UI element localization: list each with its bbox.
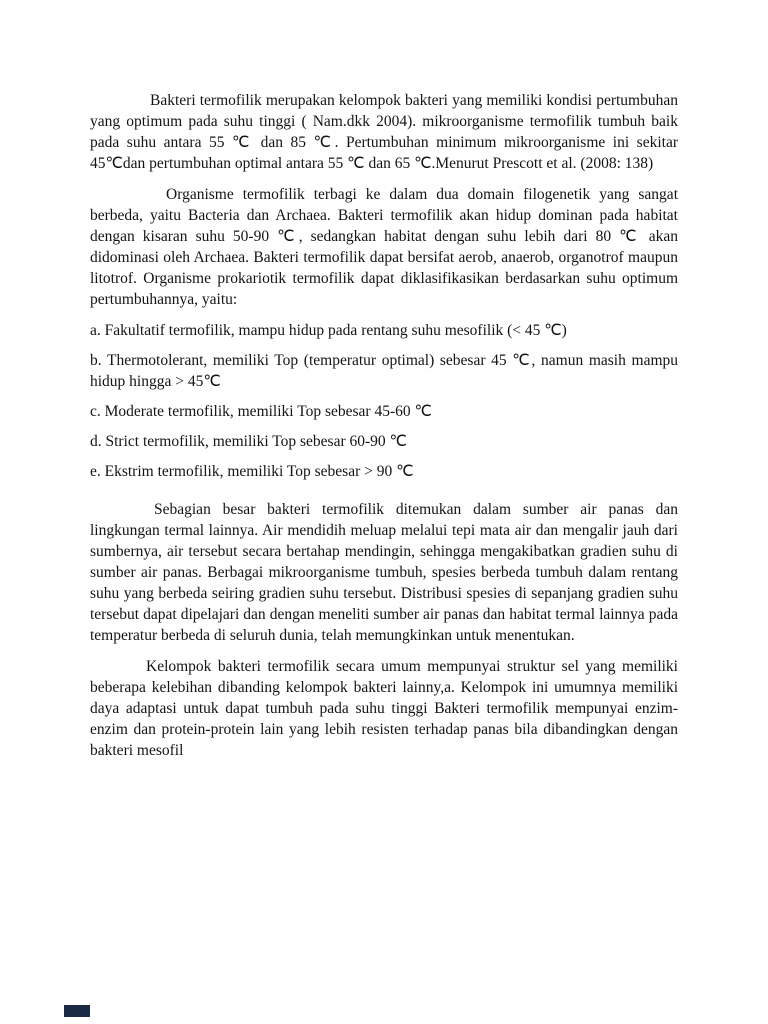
list-item-d: d. Strict termofilik, memiliki Top sebesar 60-90 ℃ xyxy=(90,433,407,450)
page-progress-marker xyxy=(64,1005,90,1017)
paragraph-cell-structure: Kelompok bakteri termofilik secara umum mempunyai struktur sel yang memiliki beberapa kelebihan dibanding kelompok bakteri lainny,a. Kelompok ini umumnya memiliki daya adaptasi untuk dapat tumbuh pada suhu tinggi Bakteri termofilik mempunyai enzim-enzim dan protein-protein lain yang lebih resisten terhadap panas bila dibandingkan dengan bakteri mesofil xyxy=(90,658,678,759)
spacer xyxy=(90,491,678,499)
paragraph-intro: Bakteri termofilik merupakan kelompok bakteri yang memiliki kondisi pertumbuhan yang optimum pada suhu tinggi ( Nam.dkk 2004). mikroorganisme termofilik tumbuh baik pada suhu antara 55 ℃ dan 85 ℃. Pertumbuhan minimum mikroorganisme ini sekitar 45℃dan pertumbuhan optimal antara 55 ℃ dan 65 ℃.Menurut Prescott et al. (2008: 138) xyxy=(90,92,678,172)
list-item-b: b. Thermotolerant, memiliki Top (temperatur optimal) sebesar 45 ℃, namun masih mampu hidup hingga > 45℃ xyxy=(90,352,678,390)
paragraph-domains: Organisme termofilik terbagi ke dalam dua domain filogenetik yang sangat berbeda, yaitu Bacteria dan Archaea. Bakteri termofilik akan hidup dominan pada habitat dengan kisaran suhu 50-90 ℃, sedangkan habitat dengan suhu lebih dari 80 ℃ akan didominasi oleh Archaea. Bakteri termofilik dapat bersifat aerob, anaerob, organotrof maupun litotrof. Organisme prokariotik termofilik dapat diklasifikasikan berdasarkan suhu optimum pertumbuhannya, yaitu: xyxy=(90,186,678,308)
list-item-c: c. Moderate termofilik, memiliki Top sebesar 45-60 ℃ xyxy=(90,403,432,420)
paragraph-hot-springs: Sebagian besar bakteri termofilik ditemukan dalam sumber air panas dan lingkungan termal lainnya. Air mendidih meluap melalui tepi mata air dan mengalir jauh dari sumbernya, air tersebut secara bertahap mendingin, sehingga mengakibatkan gradien suhu di sumber air panas. Berbagai mikroorganisme tumbuh, spesies berbeda tumbuh dalam rentang suhu yang berbeda seiring gradien suhu tersebut. Distribusi spesies di sepanjang gradien suhu tersebut dapat dipelajari dan dengan meneliti sumber air panas dan habitat termal lainnya pada temperatur berbeda di seluruh dunia, telah memungkinkan untuk menentukan. xyxy=(90,501,678,644)
list-item-a: a. Fakultatif termofilik, mampu hidup pada rentang suhu mesofilik (< 45 ℃) xyxy=(90,322,567,339)
document-content xyxy=(90,90,678,771)
list-item-e: e. Ekstrim termofilik, memiliki Top sebesar > 90 ℃ xyxy=(90,463,414,480)
